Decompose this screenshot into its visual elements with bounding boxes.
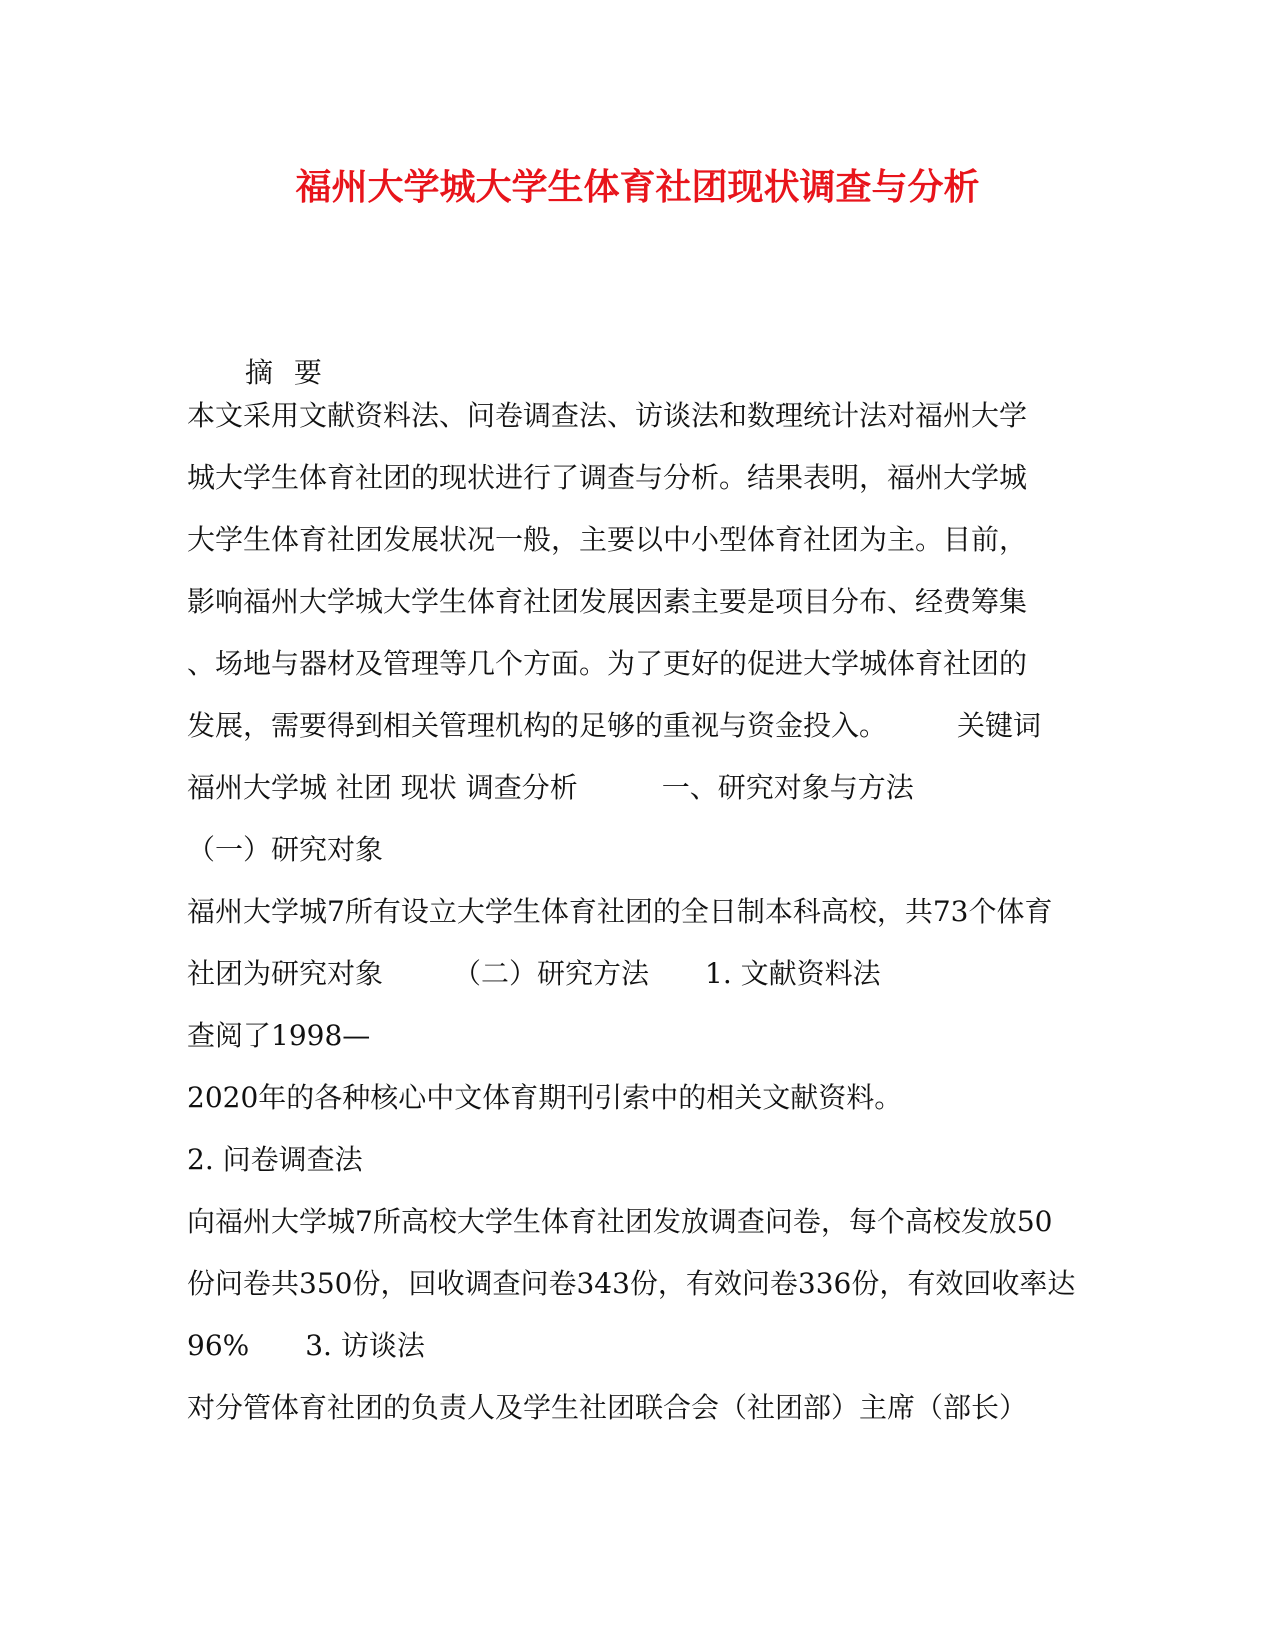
body-line: 福州大学城7所有设立大学生体育社团的全日制本科高校，共73个体育: [187, 895, 1053, 928]
body-line: 向福州大学城7所高校大学生体育社团发放调查问卷，每个高校发放50: [187, 1205, 1053, 1238]
body-line: 福州大学城 社团 现状 调查分析 一、研究对象与方法: [187, 771, 914, 804]
body-line: 本文采用文献资料法、问卷调查法、访谈法和数理统计法对福州大学: [187, 399, 1028, 432]
body-line: 大学生体育社团发展状况一般，主要以中小型体育社团为主。目前，: [187, 523, 1028, 556]
body-line: 影响福州大学城大学生体育社团发展因素主要是项目分布、经费筹集: [187, 585, 1028, 618]
body-line: 、场地与器材及管理等几个方面。为了更好的促进大学城体育社团的: [187, 647, 1028, 680]
body-line: 对分管体育社团的负责人及学生社团联合会（社团部）主席（部长）: [187, 1391, 1028, 1424]
body-line: 社团为研究对象 （二）研究方法 1. 文献资料法: [187, 957, 881, 990]
body-line: 2020年的各种核心中文体育期刊引索中的相关文献资料。: [187, 1081, 903, 1114]
body-line: 96% 3. 访谈法: [187, 1329, 425, 1362]
document-title: 福州大学城大学生体育社团现状调查与分析: [295, 166, 980, 208]
body-line: 城大学生体育社团的现状进行了调查与分析。结果表明，福州大学城: [187, 461, 1028, 494]
body-line: 查阅了1998—: [187, 1019, 371, 1052]
abstract-heading: 摘 要: [245, 356, 328, 389]
body-line: 发展，需要得到相关管理机构的足够的重视与资金投入。 关键词: [187, 709, 1042, 742]
section-heading: （一）研究对象: [187, 833, 384, 866]
body-line: 份问卷共350份，回收调查问卷343份，有效问卷336份，有效回收率达: [187, 1267, 1076, 1300]
section-heading: 2. 问卷调查法: [187, 1143, 363, 1176]
